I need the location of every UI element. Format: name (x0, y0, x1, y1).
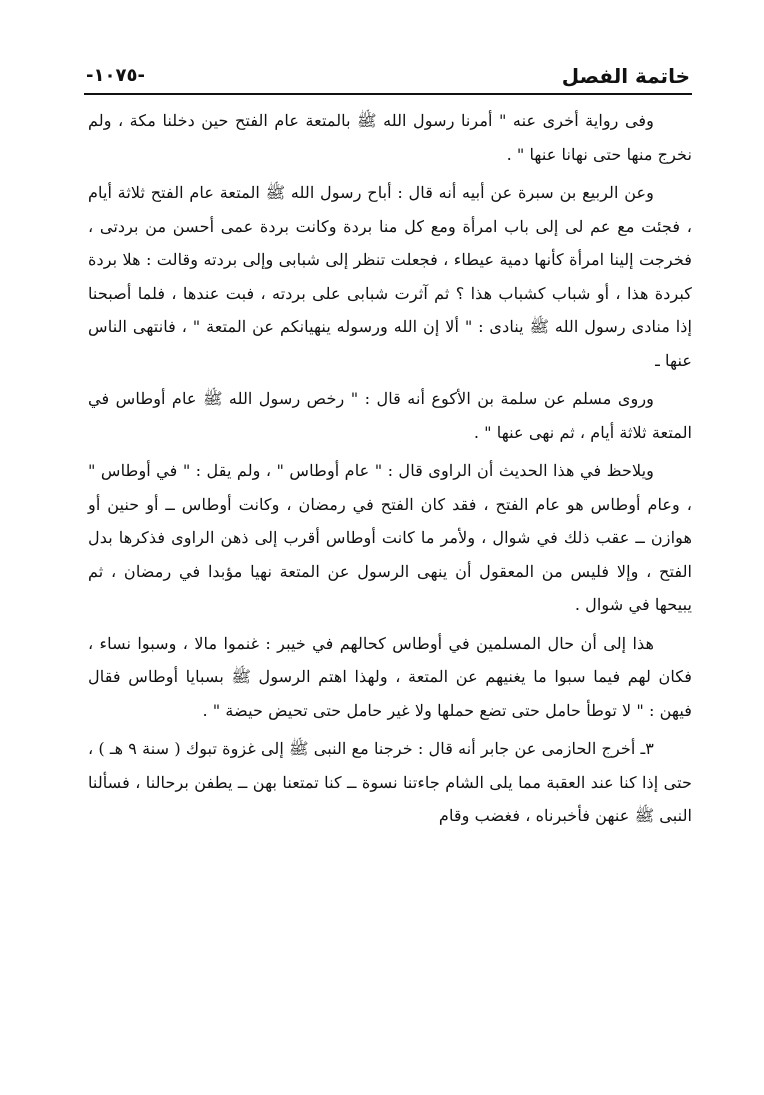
paragraph-5: هذا إلى أن حال المسلمين في أوطاس كحالهم في خيبر : غنموا مالا ، وسبوا نساء ، فكان لهم فيما سبوا ما يغنيهم عن المتعة ، ولهذا اهتم الرسول ﷺ بسبايا أوطاس فقال فيهن : " لا توطأ حامل حتى تضع حملها ولا غير حامل حتى تحيض حيضة " . (88, 633, 692, 720)
paragraph-6: ٣ـ أخرج الحازمى عن جابر أنه قال : خرجنا مع النبى ﷺ إلى غزوة تبوك ( سنة ٩ هـ ) ، حتى إذا كنا عند العقبة مما يلى الشام جاءتنا نسوة ــ كنا تمتعنا بهن ــ يطفن برحالنا ، فسألنا النبى ﷺ عنهن فأخبرناه ، فغضب وقام (88, 739, 692, 825)
chapter-title: خاتمة الفصل (561, 64, 690, 88)
paragraph-4: ويلاحظ في هذا الحديث أن الراوى قال : " عام أوطاس " ، ولم يقل : " في أوطاس " ، وعام أوطاس هو عام الفتح ، فقد كان الفتح في رمضان ، وكانت أوطاس ــ أو حنين أو هوازن ــ عقب ذلك في شوال ، ولأمر ما كانت أوطاس أقرب إلى ذهن الراوى فذكرها بدل الفتح ، وإلا فليس من المعقول أن ينهى الرسول عن المتعة نهيا مؤبدا في رمضان ، ثم يبيحها في شوال . (88, 461, 692, 614)
page-header (86, 60, 690, 92)
page-number: -١٠٧٥- (86, 65, 145, 86)
header-divider (84, 93, 692, 95)
body-text (88, 104, 692, 838)
paragraph-3: وروى مسلم عن سلمة بن الأكوع أنه قال : " رخص رسول الله ﷺ عام أوطاس في المتعة ثلاثة أيام ، ثم نهى عنها " . (88, 389, 692, 442)
paragraph-1: وفى رواية أخرى عنه " أمرنا رسول الله ﷺ بالمتعة عام الفتح حين دخلنا مكة ، ولم نخرج منها حتى نهانا عنها " . (88, 111, 692, 164)
paragraph-2: وعن الربيع بن سبرة عن أبيه أنه قال : أباح رسول الله ﷺ المتعة عام الفتح ثلاثة أيام ، فجئت مع عم لى إلى باب امرأة ومع كل منا بردة وكانت بردة عمى أحسن من بردتى ، فخرجت إلينا امرأة كأنها دمية عيطاء ، فجعلت تنظر إلى شبابى وإلى بردته وقالت : هلا بردة كبردة هذا ، أو شباب كشباب هذا ؟ ثم آثرت شبابى على بردته ، فبت عندها ، فلما أصبحنا إذا منادى رسول الله ﷺ ينادى : " ألا إن الله ورسوله ينهيانكم عن المتعة " ، فانتهى الناس عنها ـ (88, 183, 692, 370)
